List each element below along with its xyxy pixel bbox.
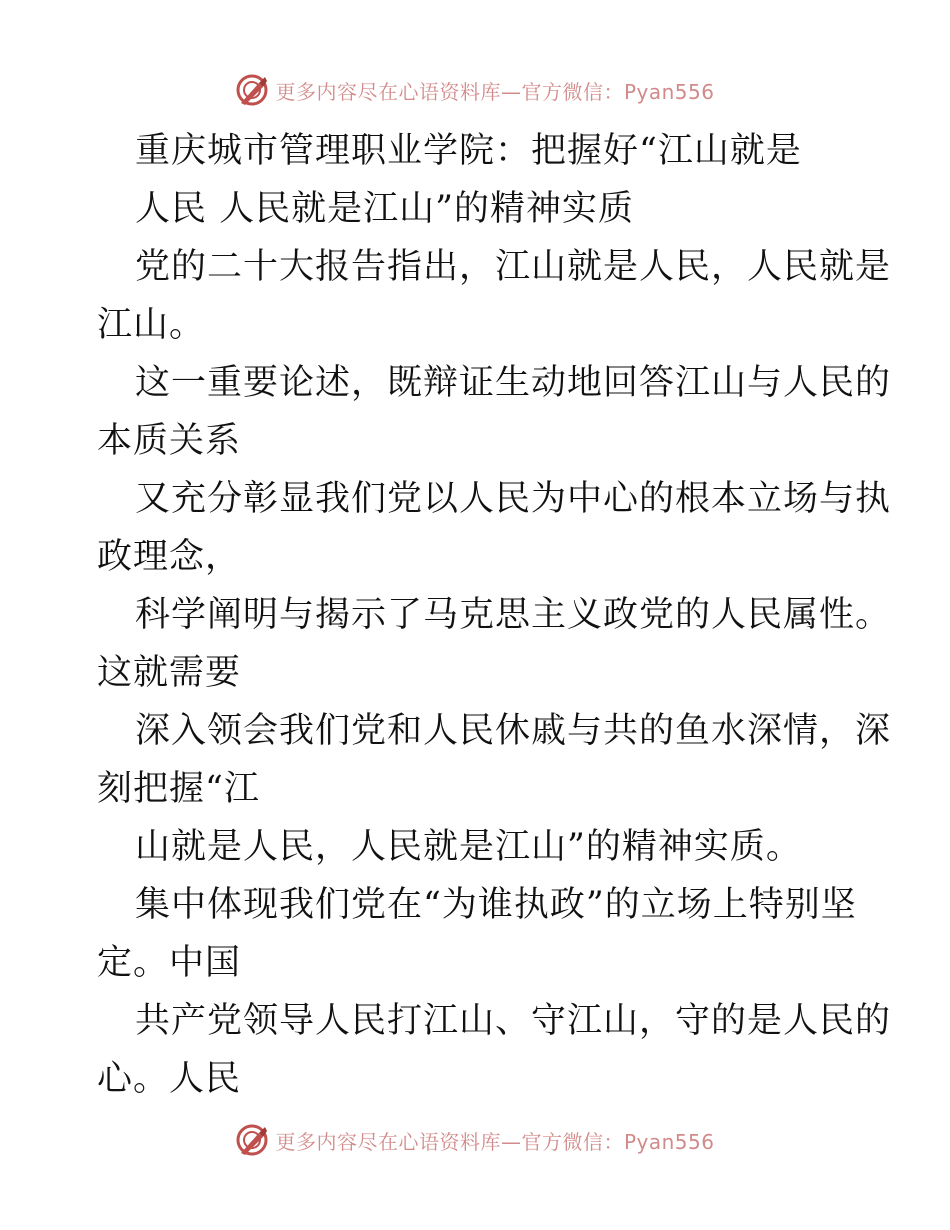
- header-watermark: [0, 70, 950, 110]
- pen-logo-icon: [235, 1123, 269, 1157]
- header-watermark-text: 更多内容尽在心语资料库—官方微信：Pyan556: [275, 79, 715, 104]
- text-line: 党的二十大报告指出，江山就是人民，人民就是: [135, 247, 892, 287]
- text-line: 刻把握“江: [97, 769, 260, 809]
- text-line: 政理念，: [97, 537, 242, 577]
- text-line: 定。中国: [97, 943, 242, 983]
- pen-logo-icon: [235, 73, 269, 107]
- text-line: 共产党领导人民打江山、守江山，守的是人民的: [135, 1001, 892, 1041]
- text-line: 江山。: [97, 305, 206, 345]
- text-line: 山就是人民，人民就是江山”的精神实质。: [135, 827, 802, 867]
- text-line: 集中体现我们党在“为谁执政”的立场上特别坚: [135, 885, 857, 925]
- text-line: 重庆城市管理职业学院：把握好“江山就是: [135, 131, 802, 171]
- text-line: 深入领会我们党和人民休戚与共的鱼水深情，深: [135, 711, 892, 751]
- text-line: 人民 人民就是江山”的精神实质: [135, 189, 635, 229]
- text-line: 科学阐明与揭示了马克思主义政党的人民属性。: [135, 595, 892, 635]
- footer-watermark: [0, 1120, 950, 1160]
- text-line: 本质关系: [97, 421, 242, 461]
- text-line: 这就需要: [97, 653, 242, 693]
- footer-watermark-text: 更多内容尽在心语资料库—官方微信：Pyan556: [275, 1129, 715, 1154]
- text-line: 心。人民: [97, 1059, 242, 1099]
- text-line: 又充分彰显我们党以人民为中心的根本立场与执: [135, 479, 892, 519]
- text-line: 这一重要论述，既辩证生动地回答江山与人民的: [135, 363, 892, 403]
